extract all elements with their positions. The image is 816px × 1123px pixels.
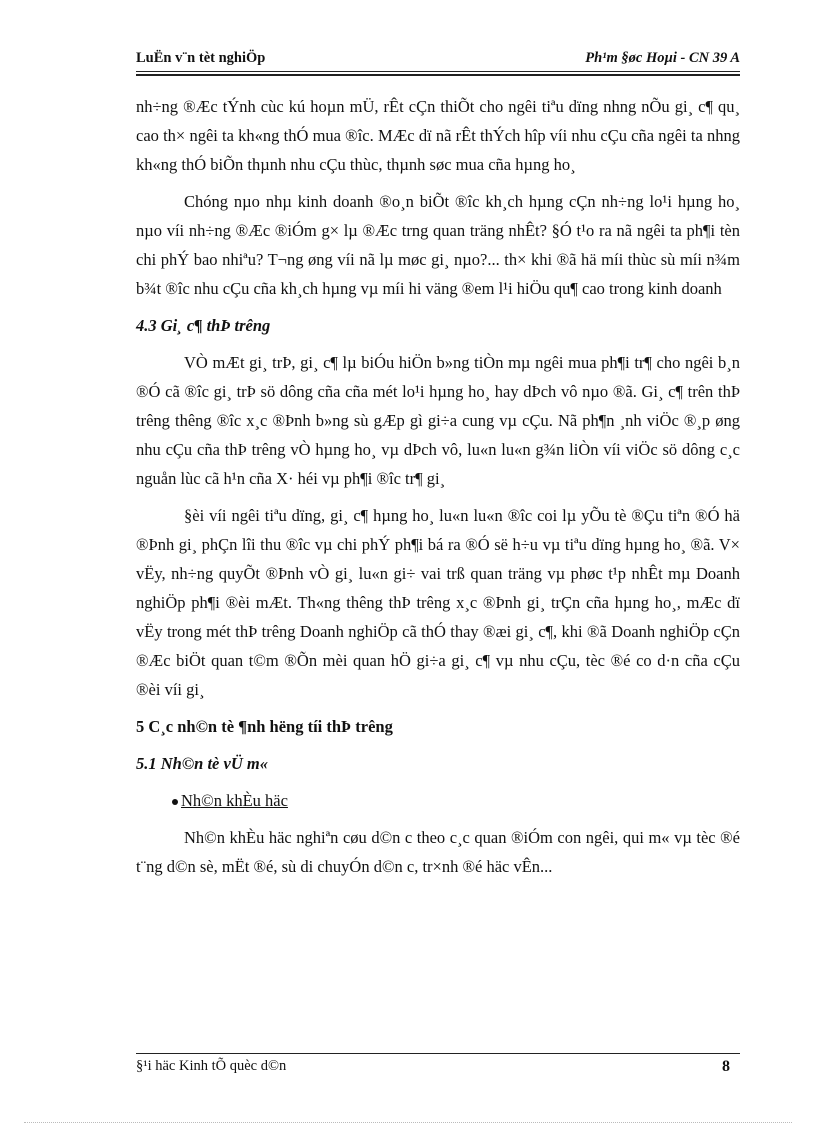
page-body [136, 92, 740, 889]
header-author: Ph¹m §øc Hoµi - CN 39 A [585, 50, 740, 66]
section-heading-5-1: 5.1 Nh©n tè vÜ m« [136, 754, 268, 773]
paragraph-price-definition: VÒ mÆt gi¸ trÞ, gi¸ c¶ lµ biÓu hiÖn b»ng tiÒn mµ ngêi mua ph¶i tr¶ cho ngêi b¸n ®Ó cã ®îc gi¸ trÞ sö dông cña cña mét lo¹i hµng ho¸ hay dÞch vô nµo ®ã. Gi¸ c¶ trên thÞ trêng thêng ®îc x¸c ®Þnh b»ng sù gÆp gì gi÷a cung vµ cÇu. Nã ph¶n ¸nh viÖc ®¸p øng nhu cÇu cña thÞ trêng vÒ hµng ho¸ vµ dÞch vô, lu«n lu«n g¾n liÒn víi viÖc sö dông c¸c nguån lùc cã h¹n cña X· héi vµ ph¶i ®îc tr¶ gi¸ [136, 353, 740, 488]
footer-rule [136, 1053, 740, 1054]
bullet-item [136, 786, 740, 815]
bullet-label: Nh©n khÈu häc [181, 791, 288, 810]
paragraph-customer-needs: Chóng nµo nhµ kinh doanh ®o¸n biÕt ®îc kh¸ch hµng cÇn nh÷ng lo¹i hµng ho¸ nµo víi nh÷ng ®Æc ®iÓm g× lµ ®Æc trng quan träng nhÊt? §Ó t¹o ra nã ngêi ta ph¶i tèn chi phÝ bao nhiªu? T¬ng øng víi nã lµ møc gi¸ nµo?... th× khi ®ã hä míi thùc sù míi n¾m b¾t ®îc nhu cÇu cña kh¸ch hµng vµ míi hi väng ®em l¹i hiÖu qu¶ cao trong kinh doanh [136, 192, 740, 298]
section-heading-5: 5 C¸c nh©n tè ¶nh hëng tíi thÞ trêng [136, 717, 393, 736]
section-heading-4-3: 4.3 Gi¸ c¶ thÞ trêng [136, 316, 271, 335]
bullet-icon [172, 799, 178, 805]
page-footer [136, 1058, 740, 1078]
page-number: 8 [722, 1058, 730, 1075]
footer-university: §¹i häc Kinh tÕ quèc d©n [136, 1058, 287, 1074]
paragraph-demographics: Nh©n khÈu häc nghiªn cøu d©n c theo c¸c quan ®iÓm con ngêi, qui m« vµ tèc ®é t¨ng d©n sè, mËt ®é, sù di chuyÓn d©n c, tr×nh ®é häc vÊn... [136, 828, 740, 876]
paragraph-consumer-price: §èi víi ngêi tiªu dïng, gi¸ c¶ hµng ho¸ lu«n lu«n ®îc coi lµ yÕu tè ®Çu tiªn ®Ó hä ®Þnh gi¸ phÇn lîi thu ®îc vµ chi phÝ ph¶i bá ra ®Ó së h÷u vµ tiªu dïng hµng ho¸ ®ã. V× vËy, nh÷ng quyÕt ®Þnh vÒ gi¸ lu«n gi÷ vai trß quan träng vµ phøc t¹p nhÊt mµ Doanh nghiÖp ph¶i ®èi mÆt. Th«ng thêng thÞ trêng x¸c ®Þnh gi¸ trÇn cña hµng ho¸, mÆc dï vËy trong mét thÞ trêng Doanh nghiÖp cã thÓ thay ®æi gi¸ c¶, khi ®ã Doanh nghiÖp cÇn ®Æc biÖt quan t©m ®Õn mèi quan hÖ gi÷a gi¸ c¶ vµ nhu cÇu, tèc ®é co d·n cña cÇu ®èi víi gi¸ [136, 506, 740, 699]
page-header [136, 50, 740, 70]
header-rule-thick [136, 74, 740, 76]
header-rule [136, 71, 740, 72]
paragraph-continuation: nh÷ng ®Æc tÝnh cùc kú hoµn mÜ, rÊt cÇn thiÕt cho ngêi tiªu dïng nhng nÕu gi¸ c¶ qu¸ cao th× ngêi ta kh«ng thÓ mua ®îc. MÆc dï nã rÊt thÝch hîp víi nhu cÇu cña ngêi ta nhng kh«ng thÓ biÕn thµnh nhu cÇu thùc, thµnh søc mua cña hµng ho¸ [136, 97, 740, 174]
header-thesis-title: LuËn v¨n tèt nghiÖp [136, 50, 266, 66]
